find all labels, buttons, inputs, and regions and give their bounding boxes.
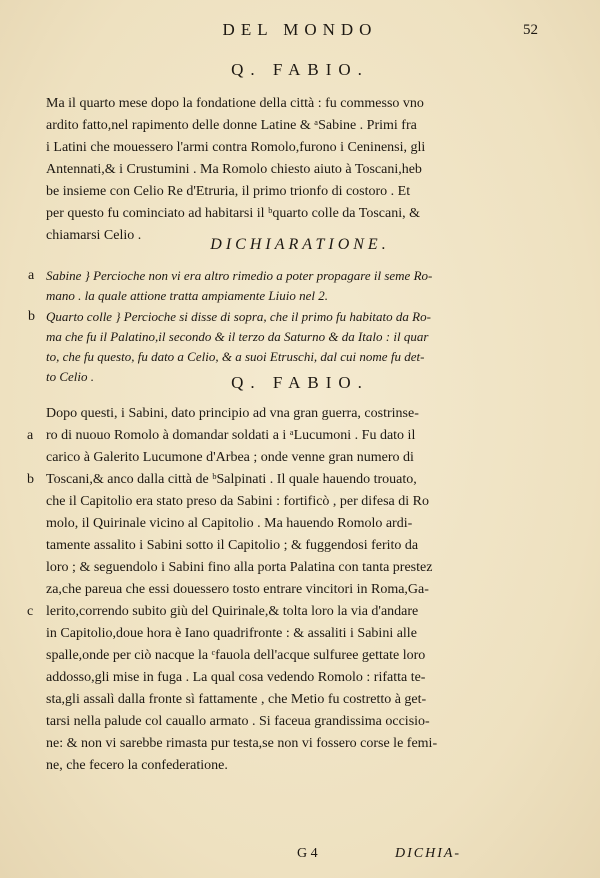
paragraph-line: za,che pareua che essi douessero tosto entrare vincitori in Roma,Ga- [46,582,429,597]
paragraph-line: addosso,gli mise in fuga . La qual cosa vedendo Romolo : rifatta te- [46,670,426,685]
paragraph-line: spalle,onde per ciò nacque la ᶜfauola dell'acque sulfuree gettate loro [46,648,426,663]
paragraph-line: in Capitolio,doue hora è Iano quadrifronte : & assaliti i Sabini alle [46,626,417,641]
catchword: DICHIA- [395,846,462,861]
note-marker: b [28,309,35,324]
running-head [0,20,600,46]
margin-marker: b [27,472,34,487]
paragraph-line: i Latini che mouessero l'armi contra Romolo,furono i Ceninensi, gli [46,140,426,155]
paragraph-line: loro ; & seguendolo i Sabini fino alla porta Palatina con tanta prestez [46,560,433,575]
paragraph-line: ne: & non vi sarebbe rimasta pur testa,se non vi fossero corse le femi- [46,736,438,751]
page-number: 52 [523,22,538,38]
paragraph-line: Ma il quarto mese dopo la fondatione della città : fu commesso vno [46,96,424,111]
paragraph-line: ardito fatto,nel rapimento delle donne Latine & ᵃSabine . Primi fra [46,118,417,133]
declaration-heading: DICHIARATIONE. [210,236,390,253]
paragraph-line: Toscani,& anco dalla città de ᵇSalpinati . Il quale hauendo trouato, [46,472,417,487]
running-title: DEL MONDO [222,20,378,39]
signature-mark: G 4 [297,846,318,861]
speaker-heading-2: Q. FABIO. [231,373,369,392]
paragraph-line: chiamarsi Celio . [46,228,142,243]
paragraph-line: che il Capitolio era stato preso da Sabini : fortificò , per difesa di Ro [46,494,429,509]
paragraph-line: molo, il Quirinale vicino al Capitolio . Ma hauendo Romolo ardi- [46,516,413,531]
paragraph-line: tamente assalito i Sabini sotto il Capitolio ; & fuggendosi ferito da [46,538,419,553]
note-line: Sabine } Percioche non vi era altro rimedio a poter propagare il seme Ro- [46,268,433,283]
paragraph-line: lerito,correndo subito giù del Quirinale,& tolta loro la via d'andare [46,604,419,619]
note-line: Quarto colle } Percioche si disse di sopra, che il primo fu habitato da Ro- [46,309,431,324]
note-line: to, che fu questo, fu dato a Celio, & a suoi Etruschi, dal cui nome fu det- [46,349,425,364]
paragraph-line: sta,gli assalì dalla fronte sì fattamente , che Metio fu costretto à get- [46,692,427,707]
paragraph-line: ro di nuouo Romolo à domandar soldati a i ᵃLucumoni . Fu dato il [46,428,416,443]
note-line: ma che fu il Palatino,il secondo & il terzo da Saturno & da Italo : il quar [46,329,429,344]
note-line: mano . la quale attione tratta ampiamente Liuio nel 2. [46,288,329,303]
paragraph-line: be insieme con Celio Re d'Etruria, il primo trionfo di costoro . Et [46,184,411,199]
paragraph-line: tarsi nella palude col cauallo armato . Si faceua grandissima occisio- [46,714,430,729]
paragraph-line: carico à Galerito Lucumone d'Arbea ; onde venne gran numero di [46,450,414,465]
paragraph-line: Dopo questi, i Sabini, dato principio ad vna gran guerra, costrinse- [46,406,419,421]
speaker-heading-1: Q. FABIO. [231,60,369,79]
note-marker: a [28,268,35,283]
margin-marker: a [27,428,34,443]
paragraph-line: ne, che fecero la confederatione. [46,758,228,773]
paragraph-line: Antennati,& i Crustumini . Ma Romolo chiesto aiuto à Toscani,heb [46,162,422,177]
note-line: to Celio . [46,369,95,384]
paragraph-line: per questo fu cominciato ad habitarsi il ᵇquarto colle da Toscani, & [46,206,420,221]
margin-marker: c [27,604,34,619]
